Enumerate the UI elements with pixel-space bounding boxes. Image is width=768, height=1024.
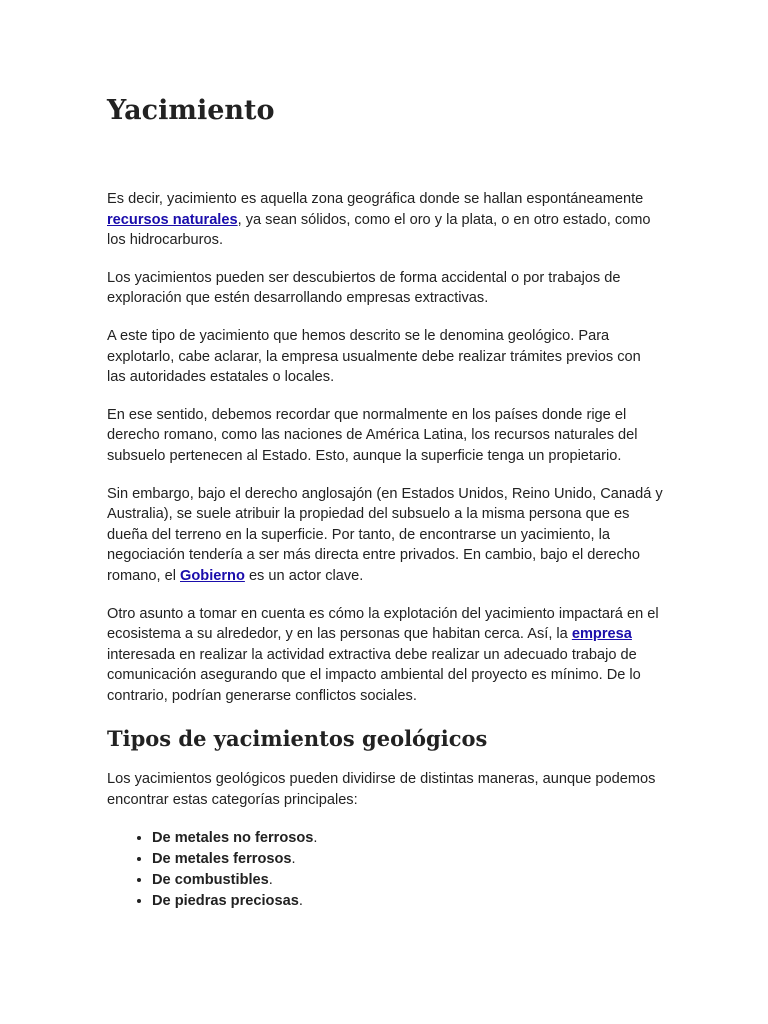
paragraph-5-text-after: es un actor clave. (244, 567, 364, 584)
category-list (107, 828, 663, 912)
link-recursos-naturales[interactable]: recursos naturales (107, 211, 238, 228)
paragraph-4: En ese sentido, debemos recordar que normalmente en los países donde rige el derecho romano, como las naciones de América Latina, los recursos naturales del subsuelo pertenecen al Estado. Esto, aunque la superficie tenga un propietario. (107, 406, 638, 464)
list-item-label: De metales no ferrosos (152, 829, 314, 846)
list-item-suffix: . (268, 871, 273, 888)
list-item (152, 870, 663, 891)
list-item-suffix: . (313, 829, 318, 846)
list-item-label: De piedras preciosas (152, 892, 299, 909)
paragraph-5-text-before: Sin embargo, bajo el derecho anglosajón (en Estados Unidos, Reino Unido, Canadá y Australia), se suele atribuir la propiedad del subsuelo a la misma persona que es dueña del terreno en la superficie. Por tanto, de encontrarse un yacimiento, la negociación tendería a ser más directa entre privados. En cambio, bajo el derecho romano, el (107, 485, 663, 584)
link-empresa[interactable]: empresa (571, 626, 632, 643)
paragraph-6 (107, 604, 663, 707)
section-heading: Tipos de yacimientos geológicos (107, 726, 488, 752)
page-title: Yacimiento (107, 95, 275, 126)
article-body (107, 189, 663, 912)
paragraph-3: A este tipo de yacimiento que hemos descrito se le denomina geológico. Para explotarlo, cabe aclarar, la empresa usualmente debe realizar trámites previos con las autoridades estatales o locales. (107, 327, 641, 386)
list-item-suffix: . (291, 850, 296, 867)
list-item-label: De combustibles (152, 871, 269, 888)
paragraph-1-text-after: , ya sean sólidos, como el oro y la plata, o en otro estado, como los hidrocarburos. (107, 211, 651, 249)
link-gobierno[interactable]: Gobierno (180, 567, 245, 584)
paragraph-5 (107, 484, 663, 587)
paragraph-2: Los yacimientos pueden ser descubiertos de forma accidental o por trabajos de exploración que estén desarrollando empresas extractivas. (107, 269, 621, 307)
paragraph-1-text-before: Es decir, yacimiento es aquella zona geográfica donde se hallan espontáneamente (107, 191, 644, 207)
list-item (152, 891, 663, 912)
list-item (152, 828, 663, 849)
list-item-label: De metales ferrosos (152, 850, 292, 867)
list-item (152, 849, 663, 870)
paragraph-6-text-before: Otro asunto a tomar en cuenta es cómo la explotación del yacimiento impactará en el ecosistema a su alrededor, y en las personas que habitan cerca. Así, la (107, 605, 659, 643)
paragraph-1 (107, 189, 663, 251)
paragraph-6-text-after: interesada en realizar la actividad extractiva debe realizar un adecuado trabajo de comunicación asegurando que el impacto ambiental del proyecto es mínimo. De lo contrario, podrían generarse conflictos sociales. (107, 646, 641, 704)
list-item-suffix: . (298, 892, 303, 909)
section-intro: Los yacimientos geológicos pueden dividirse de distintas maneras, aunque podemos encontrar estas categorías principales: (107, 771, 656, 809)
